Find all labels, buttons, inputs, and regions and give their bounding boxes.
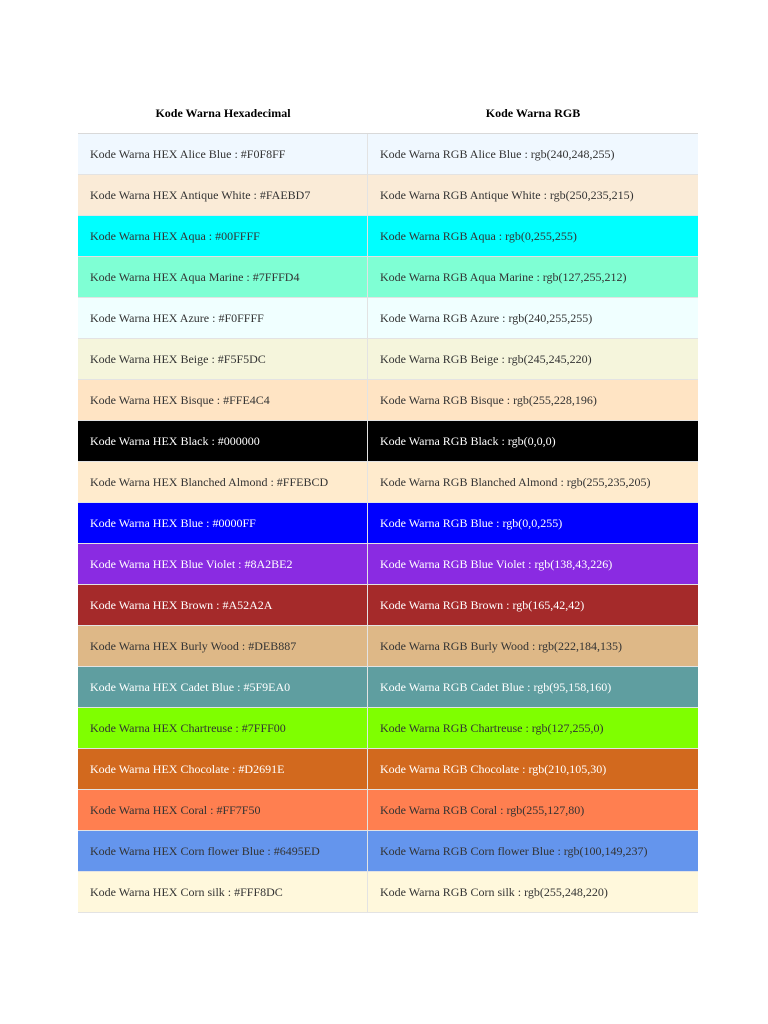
hex-column-header: Kode Warna Hexadecimal <box>155 105 291 120</box>
rgb-code-cell: Kode Warna RGB Blue Violet : rgb(138,43,226) <box>368 544 698 584</box>
rgb-code-cell: Kode Warna RGB Blanched Almond : rgb(255,235,205) <box>368 462 698 502</box>
table-row <box>78 216 698 257</box>
hex-code-cell: Kode Warna HEX Burly Wood : #DEB887 <box>78 626 368 666</box>
hex-code-cell: Kode Warna HEX Cadet Blue : #5F9EA0 <box>78 667 368 707</box>
hex-code-cell: Kode Warna HEX Antique White : #FAEBD7 <box>78 175 368 215</box>
table-body <box>78 134 698 913</box>
rgb-code-cell: Kode Warna RGB Azure : rgb(240,255,255) <box>368 298 698 338</box>
rgb-code-cell: Kode Warna RGB Cadet Blue : rgb(95,158,160) <box>368 667 698 707</box>
table-header <box>78 93 698 134</box>
hex-code-cell: Kode Warna HEX Black : #000000 <box>78 421 368 461</box>
table-row <box>78 503 698 544</box>
hex-code-cell: Kode Warna HEX Alice Blue : #F0F8FF <box>78 134 368 174</box>
table-row <box>78 626 698 667</box>
rgb-code-cell: Kode Warna RGB Antique White : rgb(250,235,215) <box>368 175 698 215</box>
table-row <box>78 175 698 216</box>
hex-code-cell: Kode Warna HEX Chartreuse : #7FFF00 <box>78 708 368 748</box>
table-row <box>78 667 698 708</box>
rgb-code-cell: Kode Warna RGB Alice Blue : rgb(240,248,255) <box>368 134 698 174</box>
table-row <box>78 544 698 585</box>
rgb-code-cell: Kode Warna RGB Beige : rgb(245,245,220) <box>368 339 698 379</box>
table-row <box>78 831 698 872</box>
color-code-table <box>78 93 698 913</box>
rgb-code-cell: Kode Warna RGB Corn silk : rgb(255,248,220) <box>368 872 698 912</box>
table-row <box>78 339 698 380</box>
rgb-code-cell: Kode Warna RGB Aqua : rgb(0,255,255) <box>368 216 698 256</box>
hex-code-cell: Kode Warna HEX Coral : #FF7F50 <box>78 790 368 830</box>
hex-code-cell: Kode Warna HEX Beige : #F5F5DC <box>78 339 368 379</box>
hex-code-cell: Kode Warna HEX Blue Violet : #8A2BE2 <box>78 544 368 584</box>
rgb-code-cell: Kode Warna RGB Aqua Marine : rgb(127,255,212) <box>368 257 698 297</box>
table-row <box>78 749 698 790</box>
rgb-code-cell: Kode Warna RGB Corn flower Blue : rgb(100,149,237) <box>368 831 698 871</box>
hex-code-cell: Kode Warna HEX Chocolate : #D2691E <box>78 749 368 789</box>
hex-code-cell: Kode Warna HEX Aqua Marine : #7FFFD4 <box>78 257 368 297</box>
hex-code-cell: Kode Warna HEX Aqua : #00FFFF <box>78 216 368 256</box>
hex-code-cell: Kode Warna HEX Blanched Almond : #FFEBCD <box>78 462 368 502</box>
rgb-code-cell: Kode Warna RGB Black : rgb(0,0,0) <box>368 421 698 461</box>
rgb-code-cell: Kode Warna RGB Chartreuse : rgb(127,255,0) <box>368 708 698 748</box>
hex-code-cell: Kode Warna HEX Azure : #F0FFFF <box>78 298 368 338</box>
hex-code-cell: Kode Warna HEX Brown : #A52A2A <box>78 585 368 625</box>
rgb-code-cell: Kode Warna RGB Chocolate : rgb(210,105,30) <box>368 749 698 789</box>
table-row <box>78 134 698 175</box>
table-row <box>78 708 698 749</box>
table-row <box>78 462 698 503</box>
rgb-code-cell: Kode Warna RGB Burly Wood : rgb(222,184,135) <box>368 626 698 666</box>
rgb-code-cell: Kode Warna RGB Blue : rgb(0,0,255) <box>368 503 698 543</box>
hex-code-cell: Kode Warna HEX Bisque : #FFE4C4 <box>78 380 368 420</box>
table-row <box>78 421 698 462</box>
table-row <box>78 380 698 421</box>
rgb-code-cell: Kode Warna RGB Bisque : rgb(255,228,196) <box>368 380 698 420</box>
rgb-code-cell: Kode Warna RGB Coral : rgb(255,127,80) <box>368 790 698 830</box>
rgb-column-header: Kode Warna RGB <box>485 105 581 120</box>
rgb-code-cell: Kode Warna RGB Brown : rgb(165,42,42) <box>368 585 698 625</box>
hex-code-cell: Kode Warna HEX Corn silk : #FFF8DC <box>78 872 368 912</box>
table-row <box>78 872 698 913</box>
table-row <box>78 298 698 339</box>
table-row <box>78 585 698 626</box>
hex-code-cell: Kode Warna HEX Blue : #0000FF <box>78 503 368 543</box>
table-row <box>78 790 698 831</box>
hex-code-cell: Kode Warna HEX Corn flower Blue : #6495ED <box>78 831 368 871</box>
table-row <box>78 257 698 298</box>
